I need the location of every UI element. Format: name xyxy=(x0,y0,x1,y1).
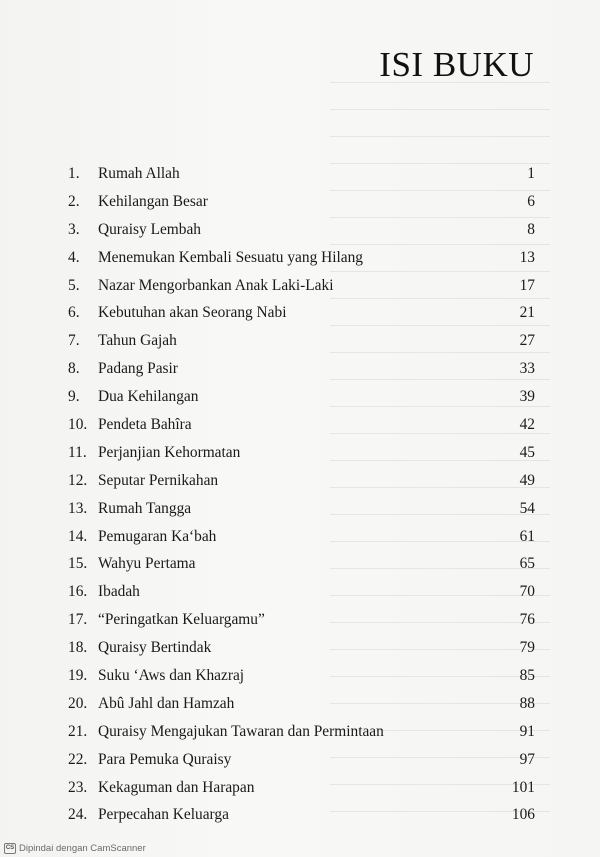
toc-entry xyxy=(68,383,540,411)
scanner-watermark-text: Dipindai dengan CamScanner xyxy=(19,843,146,854)
toc-entry-page-number: 65 xyxy=(519,555,535,573)
toc-entry-number: 1. xyxy=(68,165,80,182)
toc-entry xyxy=(68,188,540,216)
toc-entry xyxy=(68,272,540,300)
toc-entry-number: 7. xyxy=(68,332,80,350)
toc-entry-page-number: 101 xyxy=(511,778,535,796)
toc-entry-title: Kebutuhan akan Seorang Nabi xyxy=(98,304,287,322)
toc-entry-number: 17. xyxy=(68,611,88,629)
toc-entry xyxy=(68,467,540,495)
toc-entry-page-number: 8 xyxy=(527,220,535,238)
toc-entry-number: 21. xyxy=(68,722,88,740)
toc-entry-page-number: 21 xyxy=(519,304,535,322)
toc-entry-number: 2. xyxy=(68,192,80,210)
toc-entry-number: 10. xyxy=(68,416,88,434)
toc-entry xyxy=(68,495,540,523)
toc-entry xyxy=(68,411,540,439)
toc-entry xyxy=(68,690,540,718)
toc-entry-title: Abû Jahl dan Hamzah xyxy=(98,694,235,712)
toc-entry-title: Perjanjian Kehormatan xyxy=(98,443,241,461)
toc-entry-title: Seputar Pernikahan xyxy=(98,471,219,489)
toc-entry-title: Menemukan Kembali Sesuatu yang Hilang xyxy=(98,248,363,266)
toc-entry xyxy=(68,523,540,551)
toc-entry-title: Tahun Gajah xyxy=(98,332,177,350)
toc-entry-title: Pemugaran Ka‘bah xyxy=(98,527,217,545)
toc-entry-page-number: 42 xyxy=(519,416,535,434)
toc-entry-page-number: 91 xyxy=(519,722,535,740)
toc-entry-page-number: 70 xyxy=(519,583,535,601)
toc-entry xyxy=(68,746,540,774)
toc-entry-page-number: 27 xyxy=(519,332,535,350)
toc-entry-number: 8. xyxy=(68,360,80,378)
toc-entry-page-number: 6 xyxy=(527,192,535,210)
toc-entry xyxy=(68,550,540,578)
toc-entry-number: 11. xyxy=(68,443,87,461)
toc-entry-number: 12. xyxy=(68,471,88,489)
toc-entry-page-number: 49 xyxy=(519,471,535,489)
toc-entry-number: 4. xyxy=(68,248,80,266)
toc-entry xyxy=(68,439,540,467)
toc-entry xyxy=(68,606,540,634)
toc-entry xyxy=(68,244,540,272)
toc-entry-number: 24. xyxy=(68,806,88,824)
scanner-watermark xyxy=(4,843,146,854)
toc-entry-number: 9. xyxy=(68,388,80,406)
toc-entry-number: 19. xyxy=(68,667,88,685)
toc-entry-number: 16. xyxy=(68,583,88,601)
toc-entry-title: Pendeta Bahîra xyxy=(98,416,192,434)
toc-entry-title: Dua Kehilangan xyxy=(98,388,199,406)
toc-entry-title: Wahyu Pertama xyxy=(98,555,196,573)
toc-entry xyxy=(68,634,540,662)
toc-entry-title: Kehilangan Besar xyxy=(98,192,208,210)
toc-entry-title: Quraisy Bertindak xyxy=(98,639,212,657)
toc-entry xyxy=(68,299,540,327)
camscanner-logo-icon: CS xyxy=(4,843,16,854)
toc-entry-title: “Peringatkan Keluargamu” xyxy=(98,611,265,629)
toc-entry xyxy=(68,578,540,606)
toc-entry-page-number: 61 xyxy=(519,527,535,545)
toc-entry-title: Perpecahan Keluarga xyxy=(98,806,229,824)
toc-entry-page-number: 45 xyxy=(519,443,535,461)
toc-entry-page-number: 39 xyxy=(519,388,535,406)
toc-entry-number: 15. xyxy=(68,555,88,573)
toc-entry-title: Suku ‘Aws dan Khazraj xyxy=(98,667,245,685)
toc-entry-number: 22. xyxy=(68,750,88,768)
toc-entry-page-number: 33 xyxy=(519,360,535,378)
toc-entry xyxy=(68,327,540,355)
toc-entry xyxy=(68,801,540,829)
toc-entry-number: 23. xyxy=(68,778,88,796)
toc-entry-title: Rumah Tangga xyxy=(98,499,192,517)
toc-entry-title: Nazar Mengorbankan Anak Laki-Laki xyxy=(98,276,334,294)
page-title: ISI BUKU xyxy=(379,45,534,85)
toc-entry-title: Kekaguman dan Harapan xyxy=(98,778,255,796)
toc-entry-number: 13. xyxy=(68,499,88,517)
toc-entry-number: 20. xyxy=(68,694,88,712)
toc-entry-title: Padang Pasir xyxy=(98,360,178,378)
toc-entry-title: Ibadah xyxy=(98,583,140,601)
toc-entry-number: 14. xyxy=(68,527,88,545)
toc-entry-title: Rumah Allah xyxy=(98,165,180,182)
toc-entry-page-number: 85 xyxy=(519,667,535,685)
table-of-contents xyxy=(68,160,540,829)
toc-entry-page-number: 106 xyxy=(511,806,535,824)
toc-entry-number: 6. xyxy=(68,304,80,322)
toc-entry xyxy=(68,355,540,383)
toc-entry xyxy=(68,662,540,690)
toc-entry-title: Quraisy Mengajukan Tawaran dan Permintaan xyxy=(98,722,384,740)
toc-entry-number: 5. xyxy=(68,276,80,294)
toc-entry-page-number: 54 xyxy=(519,499,535,517)
toc-entry-number: 3. xyxy=(68,220,80,238)
toc-entry-page-number: 76 xyxy=(519,611,535,629)
toc-entry xyxy=(68,774,540,802)
toc-entry-page-number: 1 xyxy=(527,165,535,182)
toc-entry-page-number: 13 xyxy=(519,248,535,266)
toc-entry-title: Para Pemuka Quraisy xyxy=(98,750,232,768)
toc-entry xyxy=(68,718,540,746)
toc-entry-page-number: 97 xyxy=(519,750,535,768)
toc-entry xyxy=(68,160,540,188)
toc-entry-page-number: 88 xyxy=(519,694,535,712)
toc-entry xyxy=(68,216,540,244)
toc-entry-number: 18. xyxy=(68,639,88,657)
toc-entry-page-number: 17 xyxy=(519,276,535,294)
toc-entry-page-number: 79 xyxy=(519,639,535,657)
toc-entry-title: Quraisy Lembah xyxy=(98,220,202,238)
